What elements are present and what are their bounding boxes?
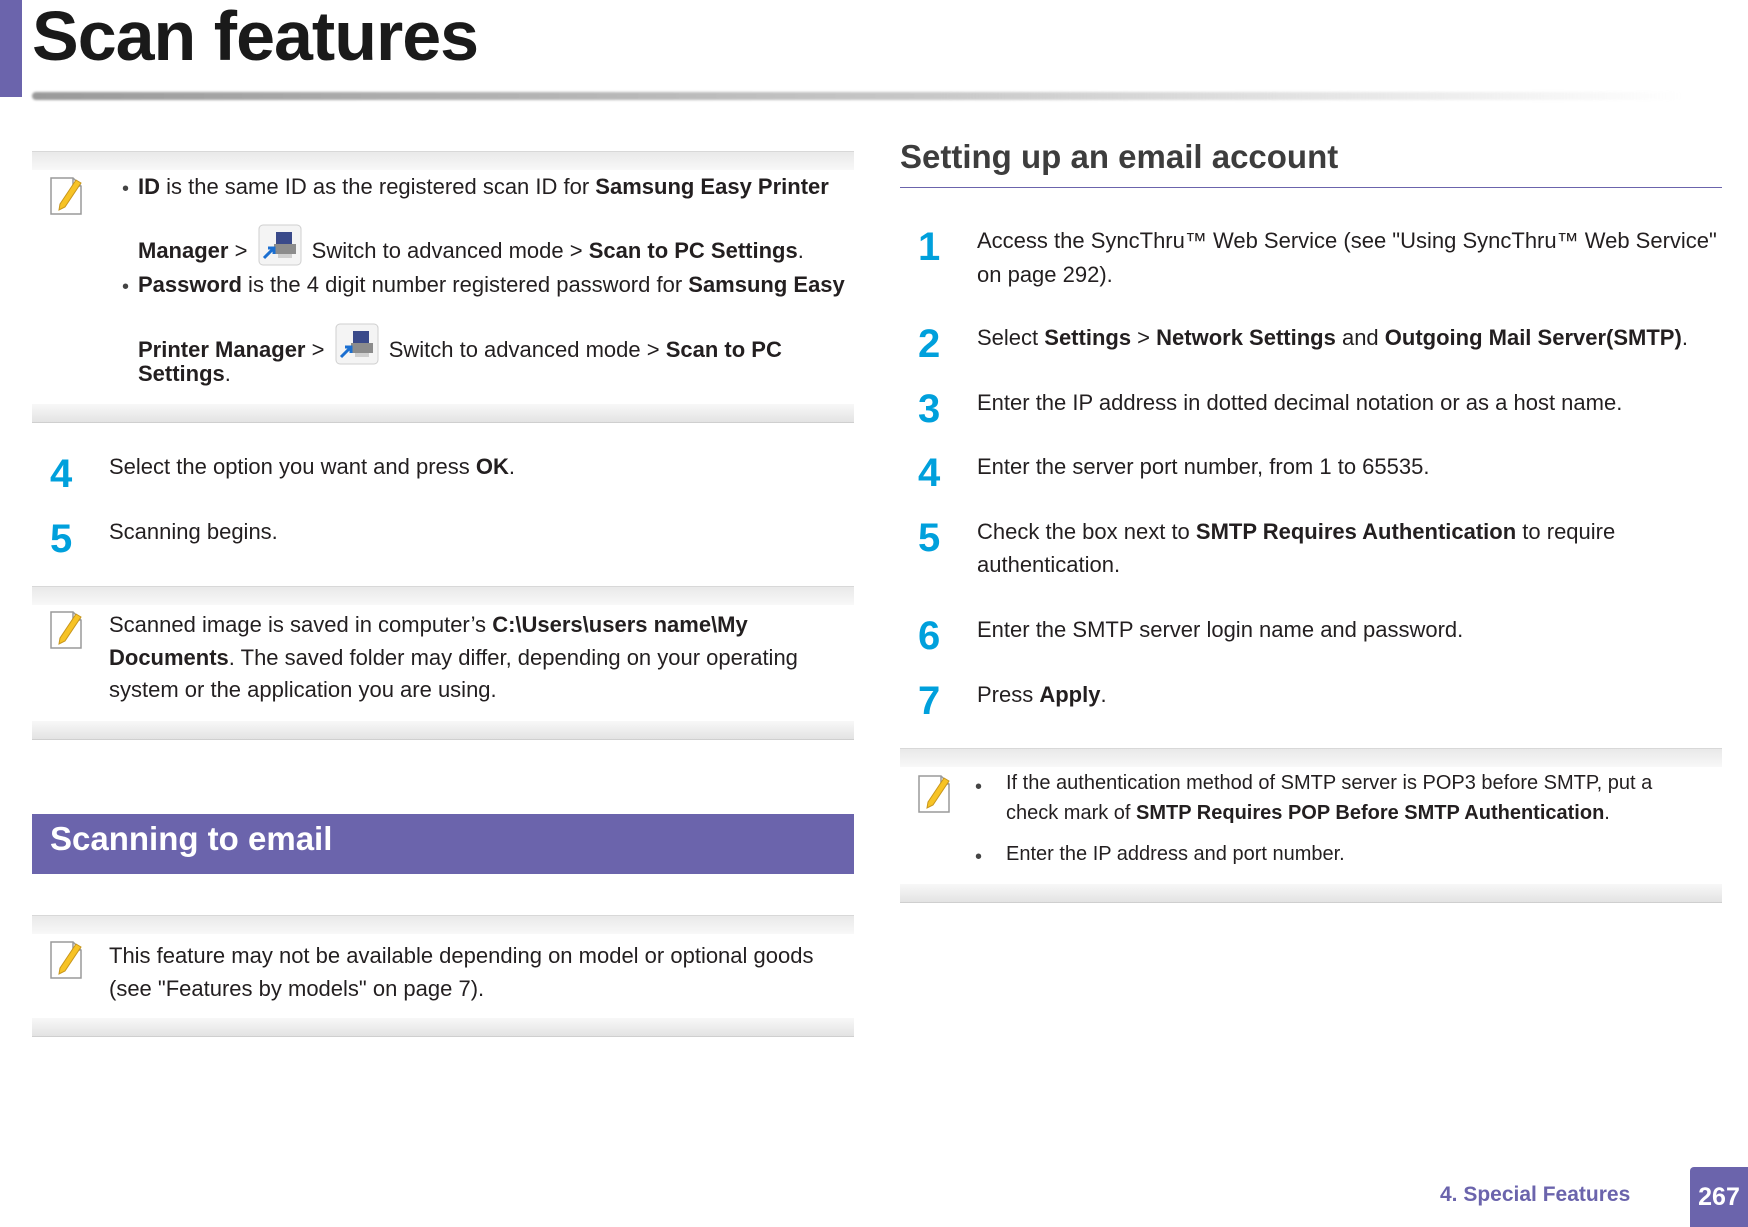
note-pencil-icon <box>48 174 84 216</box>
step-number: 1 <box>918 225 941 269</box>
text-bold: Settings <box>138 361 225 386</box>
text-bold: Samsung Easy <box>688 272 845 297</box>
note2-line1 <box>109 608 748 641</box>
section-title-text: Scanning to email <box>50 820 333 857</box>
note-top-bar <box>900 748 1722 767</box>
text: > <box>305 337 331 362</box>
text: Switch to advanced mode > <box>305 238 589 263</box>
text: Select the option you want and press <box>109 454 476 479</box>
title-rule <box>32 92 1682 100</box>
bullet: • <box>122 276 130 298</box>
text: Select <box>977 325 1045 350</box>
text-bold: Manager <box>138 238 229 263</box>
note-item-line: Enter the IP address and port number. <box>1006 843 1345 865</box>
text-bold: OK <box>475 454 509 479</box>
text-bold: Apply <box>1039 682 1101 707</box>
note1-item2-line2 <box>138 323 782 366</box>
step-number: 2 <box>918 322 941 366</box>
text: to require <box>1516 519 1616 544</box>
text-bold: SMTP Requires POP Before SMTP Authentication <box>1136 802 1605 824</box>
bullet: • <box>122 178 130 200</box>
text: > <box>1131 325 1157 350</box>
note-pencil-icon <box>916 772 952 814</box>
text-bold: Printer Manager <box>138 337 306 362</box>
step-number: 5 <box>918 516 941 560</box>
step-text <box>977 515 1615 548</box>
note1-item1-line2 <box>138 224 804 267</box>
note-bottom-bar <box>32 404 854 423</box>
note-bottom-bar <box>32 1018 854 1037</box>
note2-line3: system or the application you are using. <box>109 677 497 702</box>
text: Check the box next to <box>977 519 1196 544</box>
text: . The saved folder may differ, depending on your operating <box>228 645 798 670</box>
note-item-line2 <box>1006 798 1610 828</box>
note1-item1-line1 <box>138 170 829 203</box>
text: . <box>508 454 516 479</box>
note1-item2-line1 <box>138 268 845 301</box>
step-number: 4 <box>918 451 941 495</box>
note-bottom-bar <box>900 884 1722 903</box>
step-number: 4 <box>50 452 73 496</box>
text-bold: Outgoing Mail Server(SMTP) <box>1384 325 1682 350</box>
note-top-bar <box>32 151 854 170</box>
text-bold: SMTP Requires Authentication <box>1195 519 1517 544</box>
step-text: Enter the server port number, from 1 to 65535. <box>977 454 1430 479</box>
page-number: 267 <box>1690 1167 1748 1227</box>
step-text: Enter the SMTP server login name and password. <box>977 617 1464 642</box>
page-title: Scan features <box>32 0 479 75</box>
step-text <box>977 321 1688 354</box>
title-accent-bar <box>0 0 22 97</box>
text-bold: Documents <box>109 645 229 670</box>
text-bold: C:\Users\users name\My <box>492 612 748 637</box>
note-item-line1: If the authentication method of SMTP server is POP3 before SMTP, put a <box>1006 772 1653 794</box>
step-number: 5 <box>50 517 73 561</box>
text: . <box>1681 325 1688 350</box>
text: check mark of <box>1006 802 1137 824</box>
section-title <box>50 820 332 858</box>
step-text <box>977 678 1107 711</box>
step-text <box>109 450 515 483</box>
advanced-mode-icon <box>335 323 379 365</box>
step-number: 3 <box>918 387 941 431</box>
note-pencil-icon <box>48 938 84 980</box>
bullet: • <box>975 776 983 798</box>
text: is the same ID as the registered scan ID for <box>160 174 596 199</box>
text: . <box>224 361 231 386</box>
note2-line2 <box>109 641 798 674</box>
note3-line2: (see "Features by models" on page 7). <box>109 976 485 1001</box>
note1-item2-line3 <box>138 357 231 390</box>
text: . <box>797 238 804 263</box>
text-bold: Scan to PC Settings <box>588 238 798 263</box>
bullet: • <box>975 846 983 868</box>
subsection-rule <box>900 187 1722 188</box>
note-top-bar <box>32 586 854 605</box>
step-number: 7 <box>918 679 941 723</box>
subsection-title: Setting up an email account <box>900 138 1339 175</box>
text-bold: Settings <box>1044 325 1132 350</box>
text-bold: Password <box>138 272 242 297</box>
step-text: Access the SyncThru™ Web Service (see "Using SyncThru™ Web Service" <box>977 228 1717 253</box>
step-number: 6 <box>918 614 941 658</box>
text: . <box>1604 802 1610 824</box>
note3-line1: This feature may not be available depending on model or optional goods <box>109 943 814 968</box>
note-top-bar <box>32 915 854 934</box>
text: Scanned image is saved in computer’s <box>109 612 493 637</box>
text-bold: Scan to PC <box>665 337 782 362</box>
text: Press <box>977 682 1040 707</box>
text: is the 4 digit number registered password for <box>241 272 689 297</box>
text: . <box>1100 682 1107 707</box>
note-bottom-bar <box>32 721 854 740</box>
step-text: Scanning begins. <box>109 519 278 544</box>
text: > <box>228 238 254 263</box>
text: Switch to advanced mode > <box>382 337 666 362</box>
text-bold: Network Settings <box>1156 325 1336 350</box>
note-pencil-icon <box>48 608 84 650</box>
text-bold: Samsung Easy Printer <box>595 174 829 199</box>
step-text: authentication. <box>977 552 1121 577</box>
step-text: on page 292). <box>977 262 1113 287</box>
step-text: Enter the IP address in dotted decimal notation or as a host name. <box>977 390 1623 415</box>
text-bold: ID <box>138 174 160 199</box>
text: and <box>1335 325 1385 350</box>
footer-chapter: 4. Special Features <box>1440 1183 1631 1206</box>
advanced-mode-icon <box>258 224 302 266</box>
